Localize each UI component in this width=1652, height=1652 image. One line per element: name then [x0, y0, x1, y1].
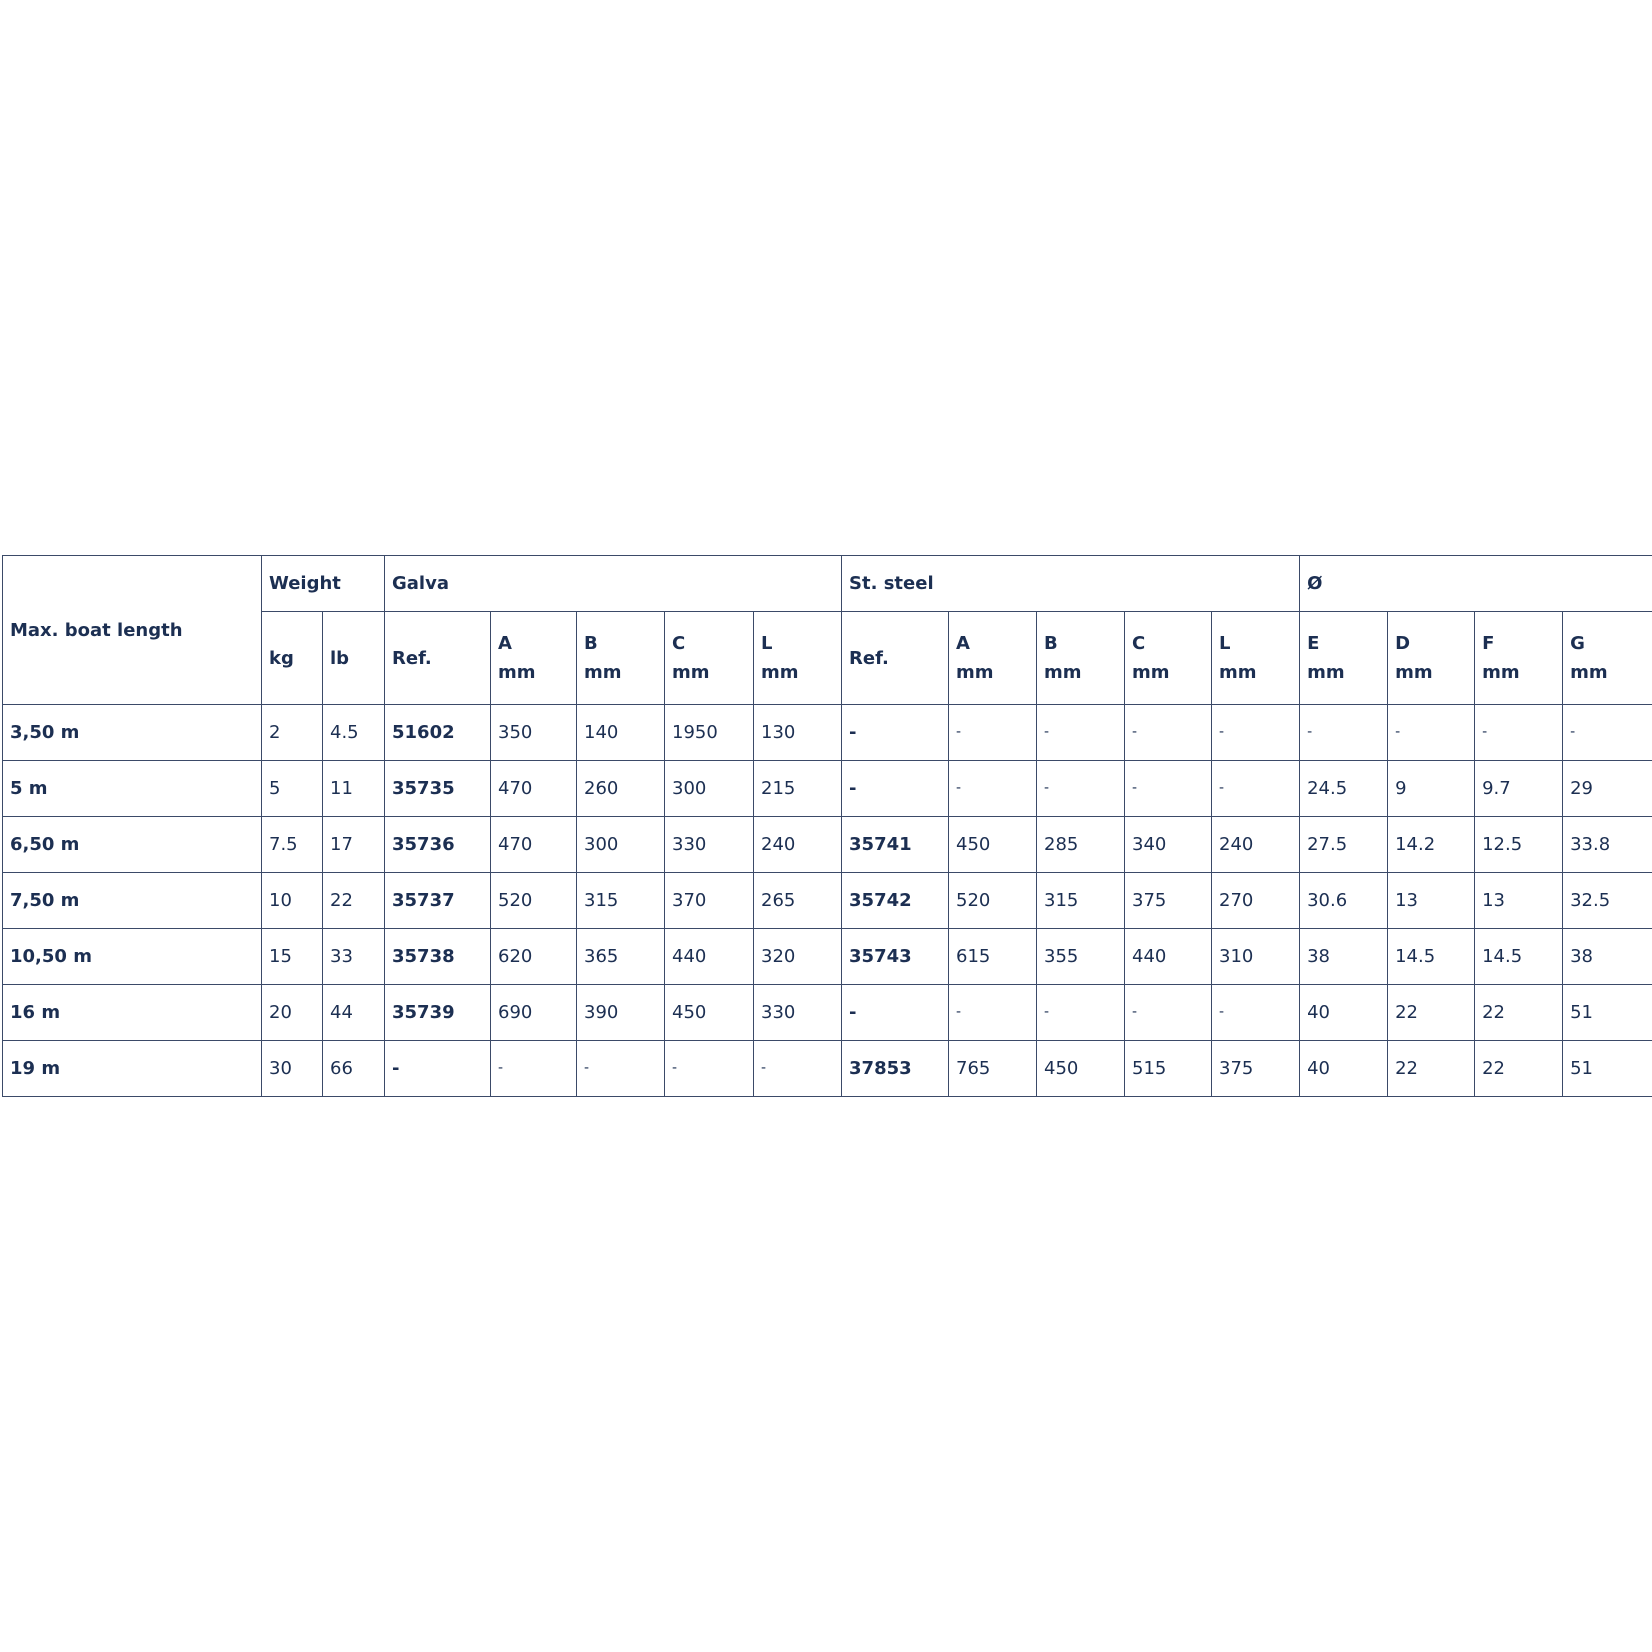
subheader-dia-f: F mm	[1475, 612, 1563, 705]
table-cell: 215	[754, 761, 842, 817]
table-cell: 40	[1300, 1041, 1388, 1097]
subheader-galva-l: L mm	[754, 612, 842, 705]
table-cell: 7,50 m	[3, 873, 262, 929]
table-cell: 375	[1212, 1041, 1300, 1097]
table-cell: -	[491, 1041, 577, 1097]
table-cell: 24.5	[1300, 761, 1388, 817]
table-cell: 365	[577, 929, 665, 985]
table-cell: -	[1212, 761, 1300, 817]
table-cell: 33	[323, 929, 385, 985]
header-diameter: Ø	[1300, 556, 1652, 612]
table-cell: 130	[754, 705, 842, 761]
table-cell: -	[1300, 705, 1388, 761]
table-row	[3, 985, 1652, 1041]
table-cell: 240	[754, 817, 842, 873]
table-cell: 22	[1475, 985, 1563, 1041]
table-cell: -	[1125, 985, 1212, 1041]
table-cell: 2	[262, 705, 323, 761]
table-cell: 51	[1563, 1041, 1652, 1097]
table-cell: 22	[1388, 985, 1475, 1041]
table-cell: 37853	[842, 1041, 949, 1097]
table-cell: 355	[1037, 929, 1125, 985]
table-cell: -	[842, 705, 949, 761]
table-cell: -	[842, 985, 949, 1041]
table-cell: -	[949, 761, 1037, 817]
table-cell: 340	[1125, 817, 1212, 873]
subheader-dia-e: E mm	[1300, 612, 1388, 705]
header-max-boat-length: Max. boat length	[3, 556, 262, 705]
table-cell: -	[1475, 705, 1563, 761]
table-cell: 14.5	[1388, 929, 1475, 985]
table-cell: 450	[1037, 1041, 1125, 1097]
table-cell: 11	[323, 761, 385, 817]
table-cell: 375	[1125, 873, 1212, 929]
subheader-galva-a: A mm	[491, 612, 577, 705]
table-cell: 14.5	[1475, 929, 1563, 985]
table-row	[3, 1041, 1652, 1097]
table-cell: 615	[949, 929, 1037, 985]
subheader-dia-d: D mm	[1388, 612, 1475, 705]
table-cell: 20	[262, 985, 323, 1041]
table-cell: 38	[1563, 929, 1652, 985]
table-cell: 520	[949, 873, 1037, 929]
table-cell: -	[385, 1041, 491, 1097]
subheader-steel-b: B mm	[1037, 612, 1125, 705]
subheader-steel-a: A mm	[949, 612, 1037, 705]
table-cell: 270	[1212, 873, 1300, 929]
table-cell: 33.8	[1563, 817, 1652, 873]
table-cell: 10,50 m	[3, 929, 262, 985]
table-cell: -	[1563, 705, 1652, 761]
table-cell: 19 m	[3, 1041, 262, 1097]
table-cell: -	[1212, 985, 1300, 1041]
subheader-galva-ref: Ref.	[385, 612, 491, 705]
table-cell: 260	[577, 761, 665, 817]
subheader-dia-g: G mm	[1563, 612, 1652, 705]
table-cell: 32.5	[1563, 873, 1652, 929]
table-cell: 1950	[665, 705, 754, 761]
header-weight: Weight	[262, 556, 385, 612]
table-cell: -	[1212, 705, 1300, 761]
subheader-steel-ref: Ref.	[842, 612, 949, 705]
table-cell: -	[754, 1041, 842, 1097]
table-row	[3, 873, 1652, 929]
table-cell: 620	[491, 929, 577, 985]
subheader-steel-l: L mm	[1212, 612, 1300, 705]
table-cell: 470	[491, 761, 577, 817]
table-cell: 450	[949, 817, 1037, 873]
table-cell: 330	[665, 817, 754, 873]
table-cell: 35741	[842, 817, 949, 873]
subheader-galva-c: C mm	[665, 612, 754, 705]
table-cell: 3,50 m	[3, 705, 262, 761]
table-cell: 300	[577, 817, 665, 873]
subheader-galva-b: B mm	[577, 612, 665, 705]
table-cell: 27.5	[1300, 817, 1388, 873]
table-cell: 4.5	[323, 705, 385, 761]
table-cell: 5 m	[3, 761, 262, 817]
table-cell: 14.2	[1388, 817, 1475, 873]
table-cell: 5	[262, 761, 323, 817]
table-cell: -	[1125, 761, 1212, 817]
table-cell: 370	[665, 873, 754, 929]
table-row	[3, 705, 1652, 761]
table-cell: 300	[665, 761, 754, 817]
table-cell: -	[1125, 705, 1212, 761]
table-cell: 40	[1300, 985, 1388, 1041]
table-cell: 29	[1563, 761, 1652, 817]
table-cell: 30	[262, 1041, 323, 1097]
table-cell: 51	[1563, 985, 1652, 1041]
subheader-kg: kg	[262, 612, 323, 705]
table-cell: 690	[491, 985, 577, 1041]
table-cell: 35738	[385, 929, 491, 985]
table-cell: -	[949, 705, 1037, 761]
table-cell: 17	[323, 817, 385, 873]
subheader-lb: lb	[323, 612, 385, 705]
table-cell: -	[842, 761, 949, 817]
subheader-steel-c: C mm	[1125, 612, 1212, 705]
table-cell: 7.5	[262, 817, 323, 873]
header-group-row	[3, 556, 1652, 612]
table-cell: 35736	[385, 817, 491, 873]
table-cell: 35743	[842, 929, 949, 985]
table-cell: -	[577, 1041, 665, 1097]
table-cell: 66	[323, 1041, 385, 1097]
table-cell: 35737	[385, 873, 491, 929]
table-cell: 315	[1037, 873, 1125, 929]
table-cell: 13	[1388, 873, 1475, 929]
header-st-steel: St. steel	[842, 556, 1300, 612]
table-cell: 13	[1475, 873, 1563, 929]
table-cell: 22	[1388, 1041, 1475, 1097]
table-cell: 22	[1475, 1041, 1563, 1097]
table-cell: 10	[262, 873, 323, 929]
table-cell: 30.6	[1300, 873, 1388, 929]
table-row	[3, 929, 1652, 985]
table-cell: -	[1037, 761, 1125, 817]
table-cell: 350	[491, 705, 577, 761]
table-cell: 35739	[385, 985, 491, 1041]
table-cell: 44	[323, 985, 385, 1041]
table-cell: 9	[1388, 761, 1475, 817]
table-cell: 450	[665, 985, 754, 1041]
table-cell: 6,50 m	[3, 817, 262, 873]
table-cell: 15	[262, 929, 323, 985]
table-row	[3, 761, 1652, 817]
table-cell: 390	[577, 985, 665, 1041]
anchor-spec-table	[2, 555, 1652, 1097]
table-cell: 310	[1212, 929, 1300, 985]
table-cell: 315	[577, 873, 665, 929]
table-cell: 35742	[842, 873, 949, 929]
table-cell: 440	[665, 929, 754, 985]
table-cell: 22	[323, 873, 385, 929]
table-cell: 240	[1212, 817, 1300, 873]
table-cell: 320	[754, 929, 842, 985]
table-cell: 38	[1300, 929, 1388, 985]
table-cell: 35735	[385, 761, 491, 817]
table-cell: 140	[577, 705, 665, 761]
table-cell: 515	[1125, 1041, 1212, 1097]
table-cell: 520	[491, 873, 577, 929]
table-cell: 9.7	[1475, 761, 1563, 817]
table-cell: -	[665, 1041, 754, 1097]
table-cell: 440	[1125, 929, 1212, 985]
table-cell: 16 m	[3, 985, 262, 1041]
table-cell: 12.5	[1475, 817, 1563, 873]
table-cell: 51602	[385, 705, 491, 761]
table-cell: -	[949, 985, 1037, 1041]
table-cell: 285	[1037, 817, 1125, 873]
table-cell: 470	[491, 817, 577, 873]
table-cell: 765	[949, 1041, 1037, 1097]
table-cell: 330	[754, 985, 842, 1041]
table-cell: -	[1388, 705, 1475, 761]
table-cell: 265	[754, 873, 842, 929]
table-cell: -	[1037, 705, 1125, 761]
table-cell: -	[1037, 985, 1125, 1041]
table-row	[3, 817, 1652, 873]
table-body	[3, 705, 1652, 1097]
header-galva: Galva	[385, 556, 842, 612]
